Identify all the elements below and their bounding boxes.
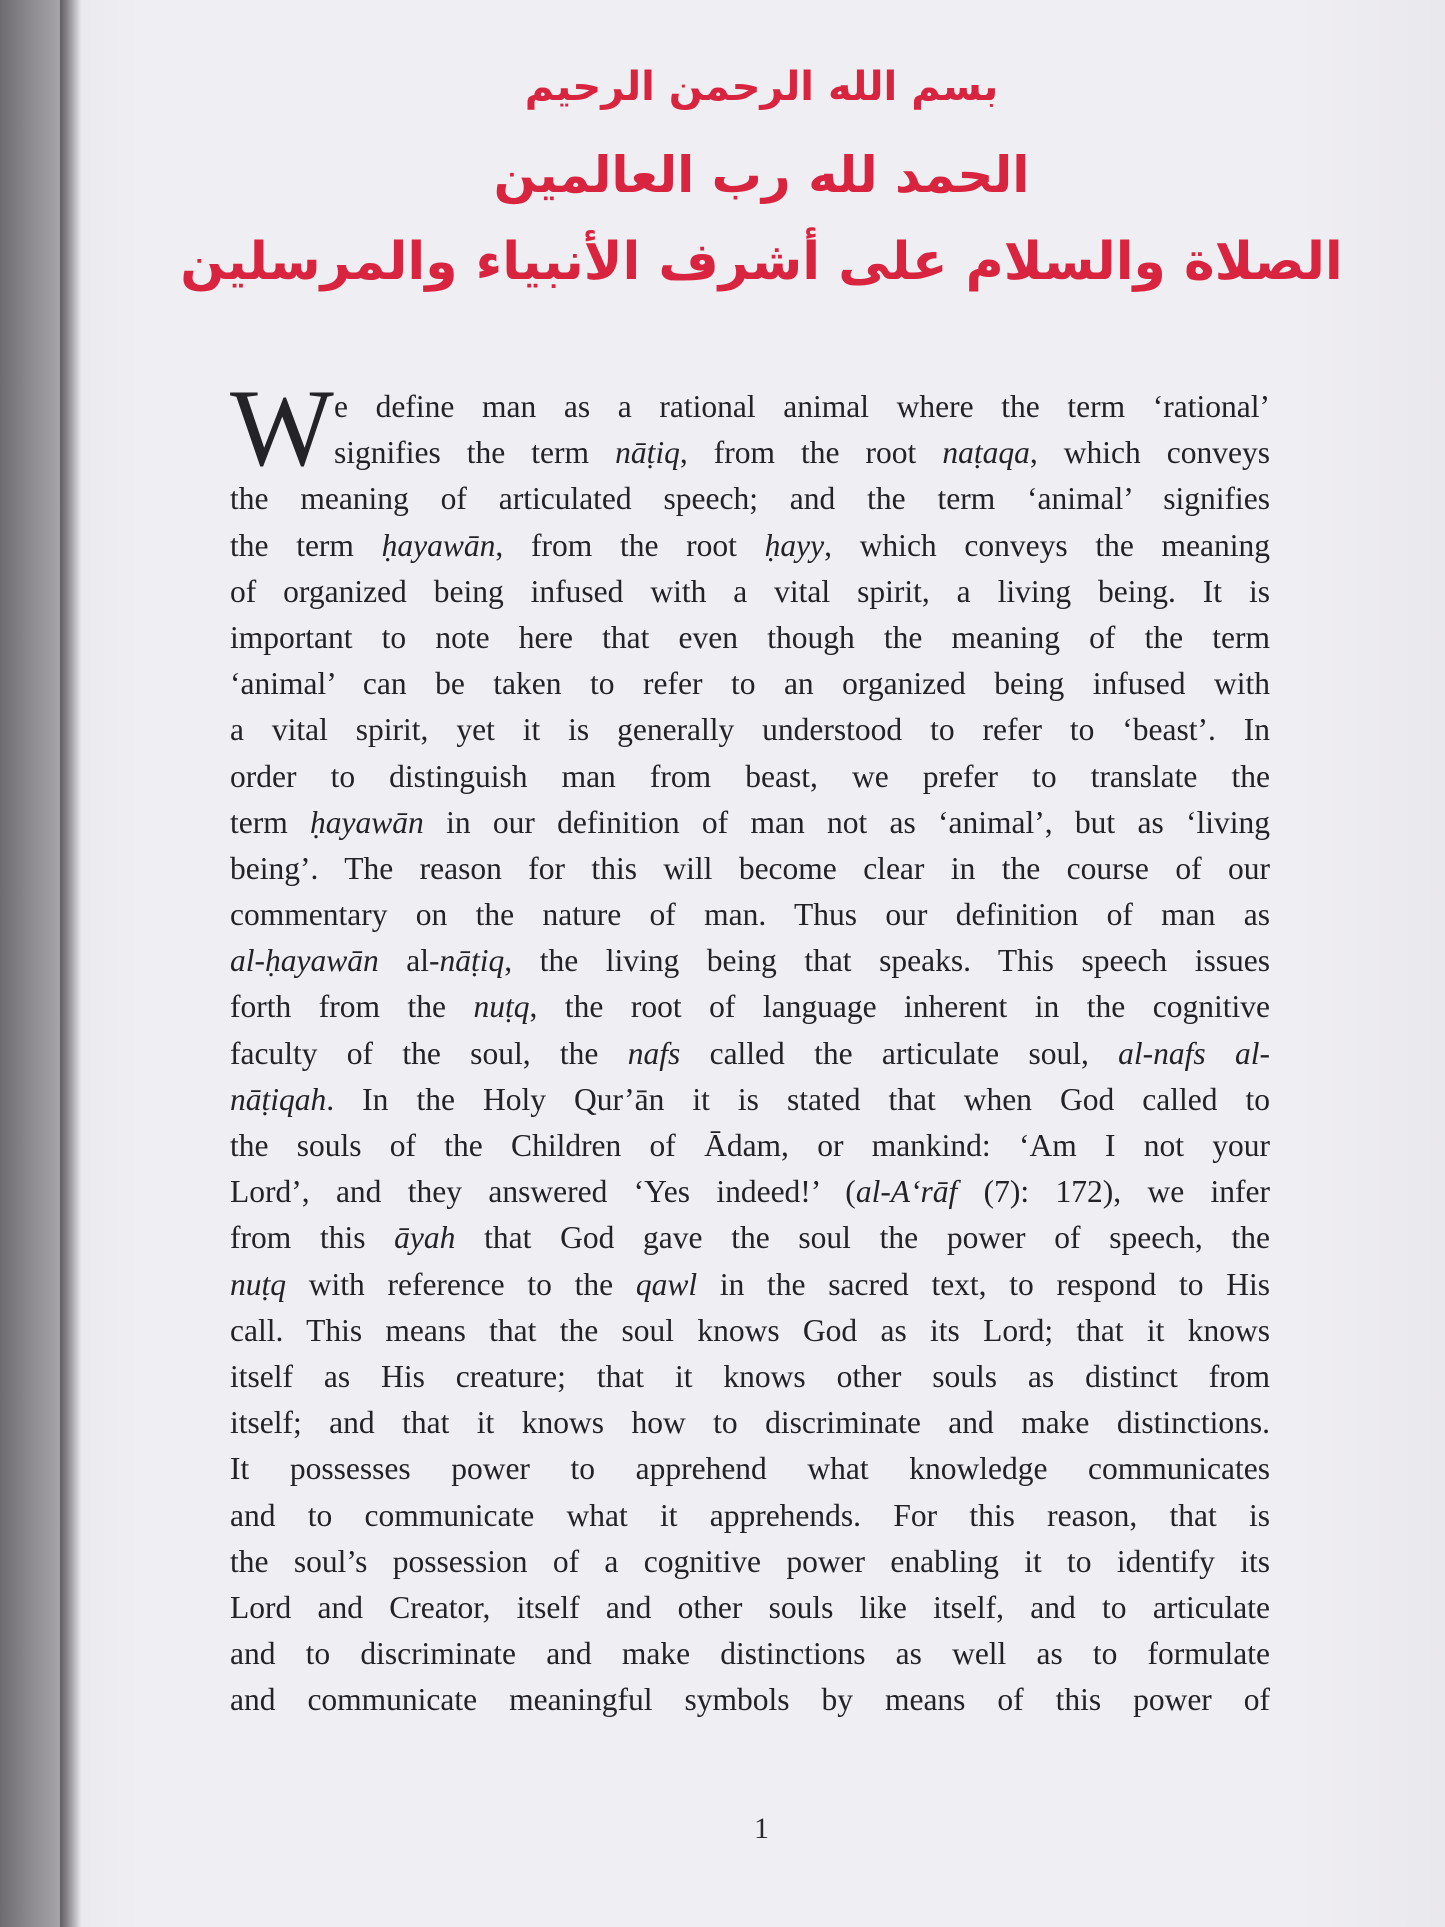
drop-cap: W: [230, 367, 334, 489]
text-line: a vital spirit, yet it is generally understood to refer to ‘beast’. In: [230, 712, 1270, 748]
text-line: order to distinguish man from beast, we prefer to translate the: [230, 758, 1270, 794]
text-line: Lord and Creator, itself and other souls like itself, and to articulate: [230, 1589, 1270, 1625]
page-number: 1: [754, 1812, 769, 1845]
text-line: being’. The reason for this will become clear in the course of our: [230, 850, 1270, 886]
text-line: call. This means that the soul knows God as its Lord; that it knows: [230, 1312, 1270, 1348]
text-line: from this āyah that God gave the soul the power of speech, the: [230, 1220, 1270, 1256]
text-line: the souls of the Children of Ādam, or mankind: ‘Am I not your: [230, 1128, 1270, 1163]
text-line: signifies the term nāṭiq, from the root naṭaqa, which conveys: [334, 435, 1270, 471]
text-line: itself as His creature; that it knows other souls as distinct from: [230, 1358, 1270, 1394]
page: [78, 0, 1445, 1927]
text-line: al-ḥayawān al-nāṭiq, the living being that speaks. This speech issues: [230, 943, 1270, 979]
text-line: nāṭiqah. In the Holy Qur’ān it is stated that when God called to: [230, 1081, 1270, 1117]
text-line: the soul’s possession of a cognitive power enabling it to identify its: [230, 1543, 1270, 1579]
text-line: Lord’, and they answered ‘Yes indeed!’ (al-A‘rāf (7): 172), we infer: [230, 1174, 1271, 1210]
text-line: e define man as a rational animal where the term ‘rational’: [334, 389, 1270, 424]
text-line: and to discriminate and make distinctions as well as to formulate: [230, 1636, 1270, 1672]
text-line: term ḥayawān in our definition of man not as ‘animal’, but as ‘living: [230, 804, 1270, 840]
body-paragraph: [230, 384, 1270, 1723]
text-line: forth from the nuṭq, the root of language inherent in the cognitive: [230, 989, 1270, 1025]
hamdala-heading: الحمد لله رب العالمين: [493, 146, 1030, 204]
text-line: faculty of the soul, the nafs called the articulate soul, al-nafs al-: [230, 1035, 1271, 1071]
salawat-heading: الصلاة والسلام على أشرف الأنبياء والمرسلين: [180, 232, 1343, 292]
text-line: the meaning of articulated speech; and the term ‘animal’ signifies: [230, 481, 1270, 517]
text-line: important to note here that even though the meaning of the term: [230, 619, 1270, 655]
text-line: of organized being infused with a vital spirit, a living being. It is: [230, 573, 1270, 609]
text-line: It possesses power to apprehend what knowledge communicates: [230, 1451, 1270, 1487]
text-line: and to communicate what it apprehends. For this reason, that is: [230, 1497, 1270, 1533]
text-line: itself; and that it knows how to discriminate and make distinctions.: [230, 1405, 1270, 1441]
text-line: commentary on the nature of man. Thus our definition of man as: [230, 897, 1270, 933]
text-line: nuṭq with reference to the qawl in the sacred text, to respond to His: [230, 1266, 1270, 1302]
basmala-heading: بسم الله الرحمن الرحيم: [524, 64, 999, 110]
text-line: the term ḥayawān, from the root ḥayy, which conveys the meaning: [230, 527, 1270, 563]
text-line: ‘animal’ can be taken to refer to an organized being infused with: [230, 666, 1270, 702]
text-line: and communicate meaningful symbols by means of this power of: [230, 1682, 1270, 1718]
